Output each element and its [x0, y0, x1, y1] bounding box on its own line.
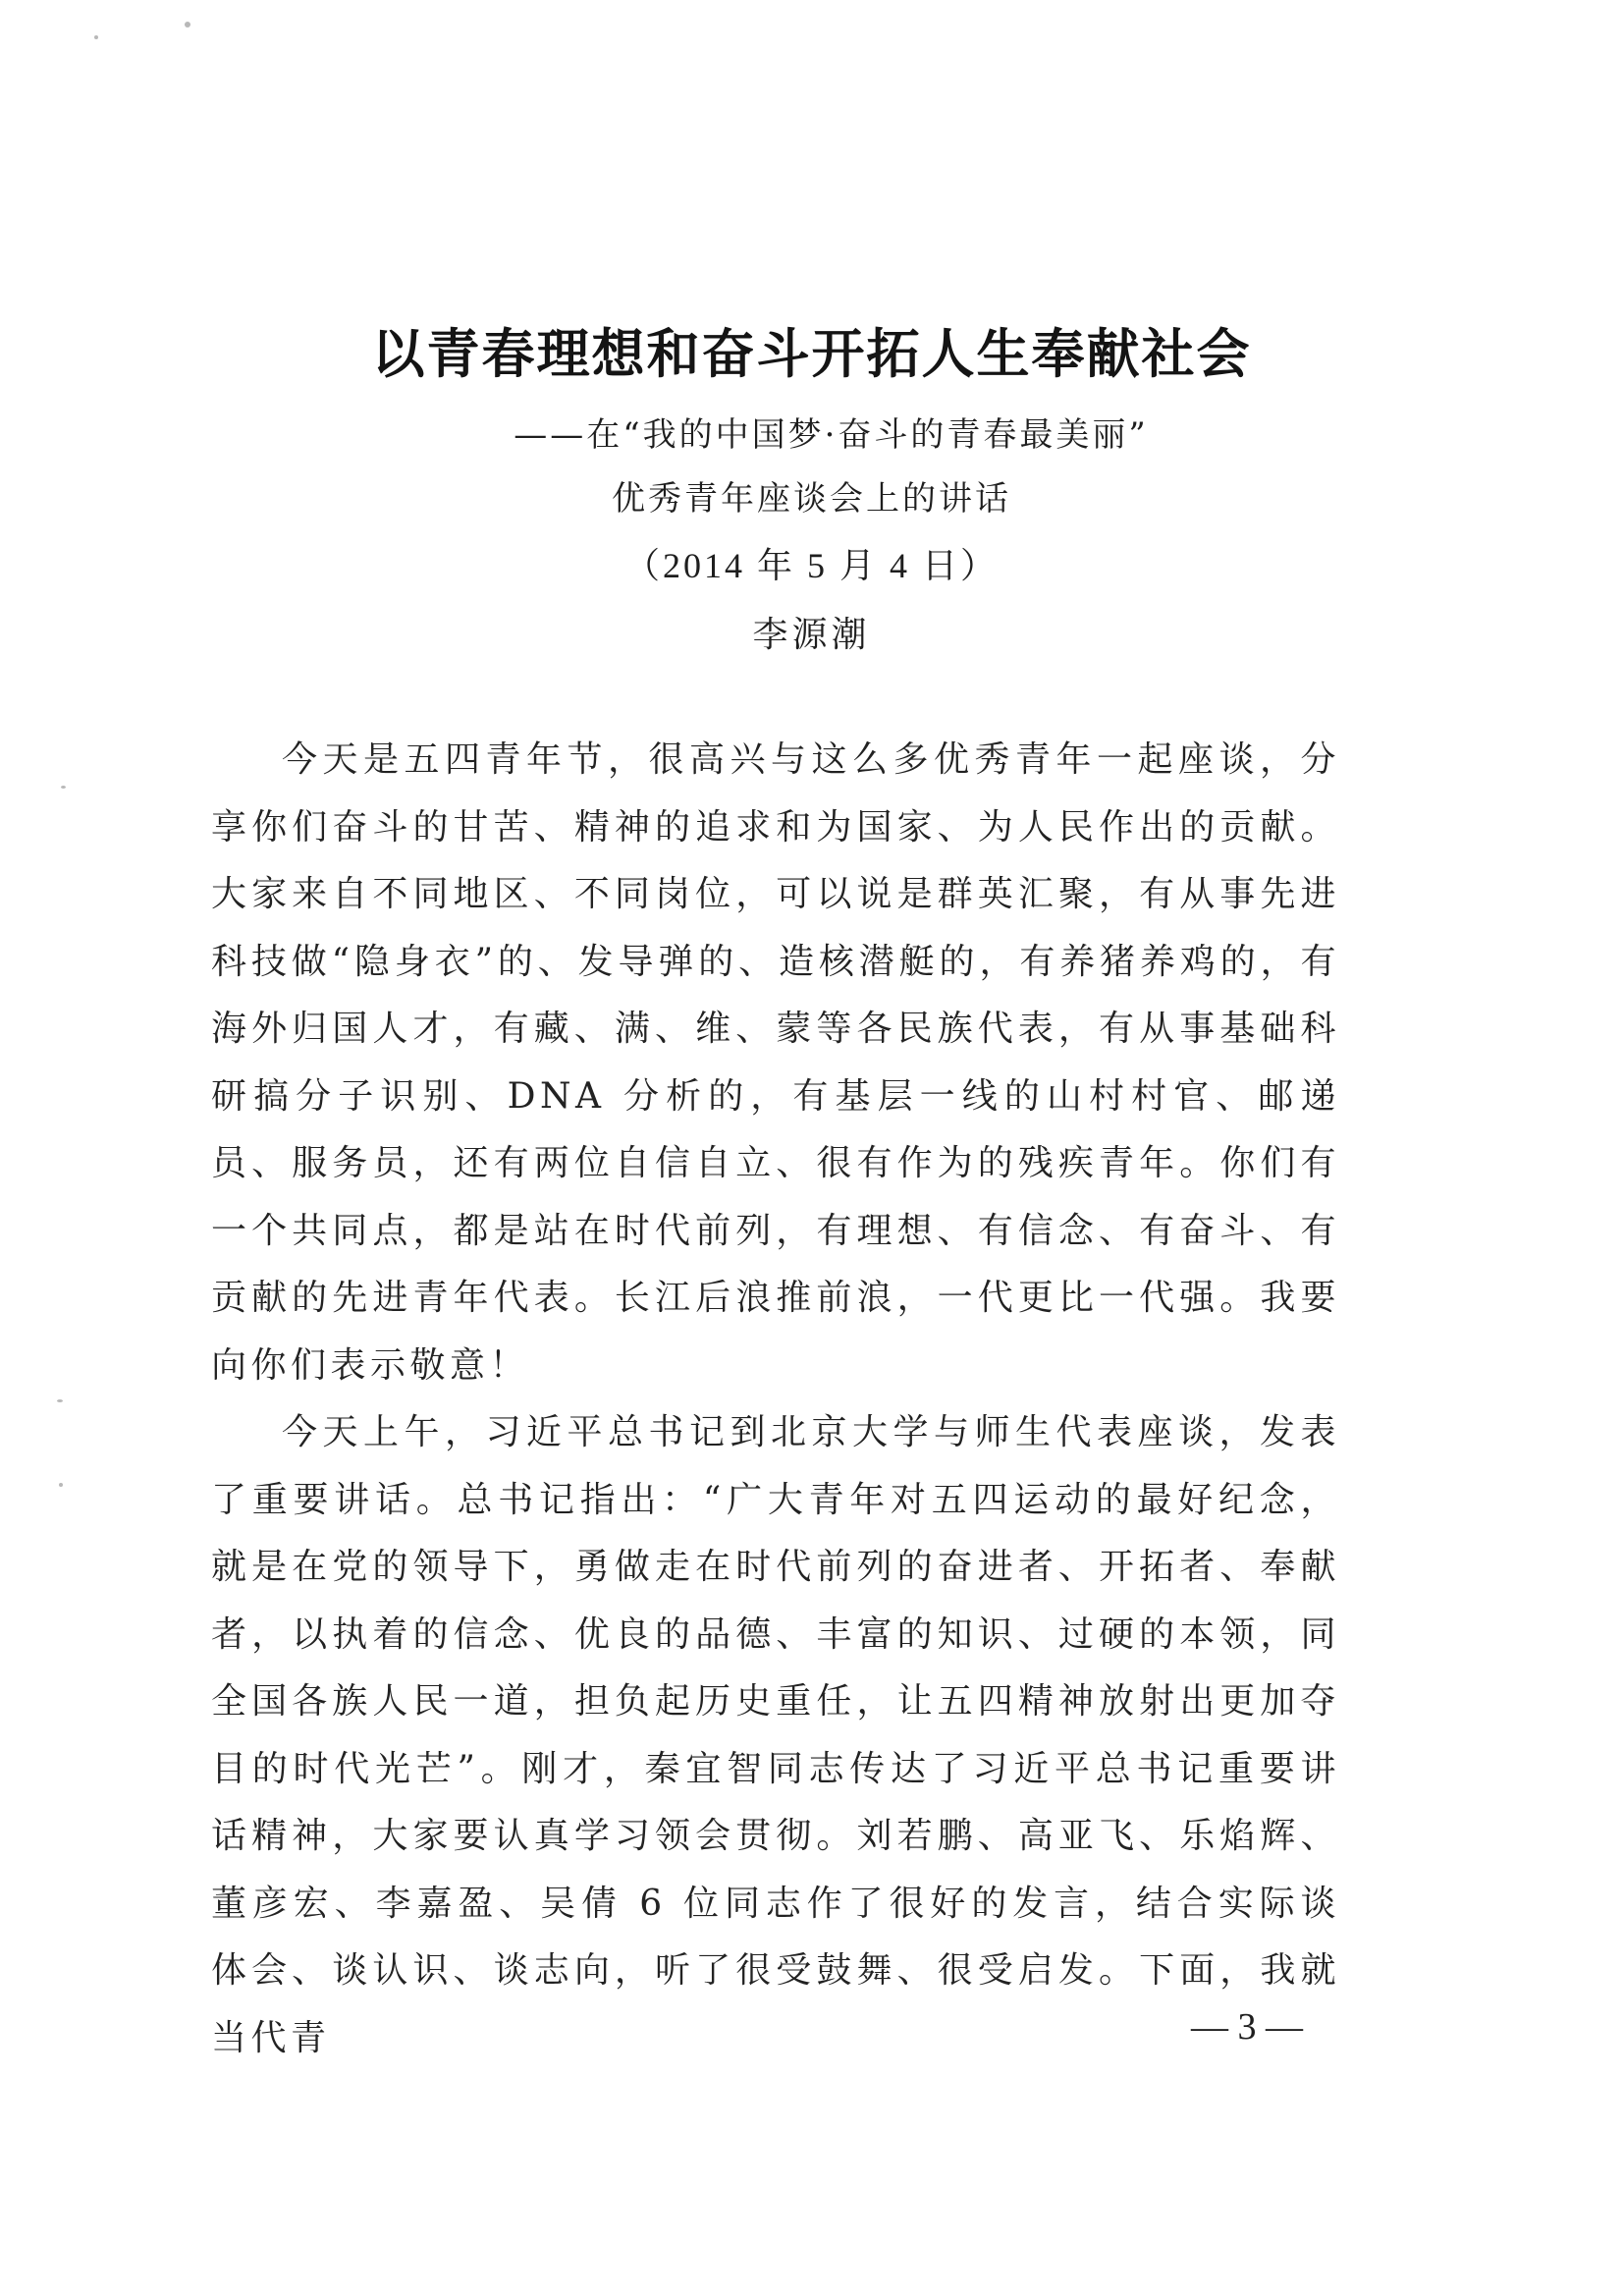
document-body — [211, 727, 1340, 2072]
scan-speck — [57, 1399, 63, 1402]
paragraph: 今天是五四青年节，很高兴与这么多优秀青年一起座谈，分享你们奋斗的甘苦、精神的追求和为国家、为人民作出的贡献。大家来自不同地区、不同岗位，可以说是群英汇聚，有从事先进科技做“隐身衣”的、发导弹的、造核潜艇的，有养猪养鸡的，有海外归国人才，有藏、满、维、蒙等各民族代表，有从事基础科研搞分子识别、DNA 分析的，有基层一线的山村村官、邮递员、服务员，还有两位自信自立、很有作为的残疾青年。你们有一个共同点，都是站在时代前列，有理想、有信念、有奋斗、有贡献的先进青年代表。长江后浪推前浪，一代更比一代强。我要向你们表示敬意！ — [211, 739, 1340, 1386]
document-subtitle-line1: ——在“我的中国梦·奋斗的青春最美丽” — [514, 415, 1149, 455]
scan-speck — [94, 35, 98, 39]
scan-speck — [61, 786, 66, 789]
document-date: （2014 年 5 月 4 日） — [623, 546, 999, 585]
paragraph: 今天上午，习近平总书记到北京大学与师生代表座谈，发表了重要讲话。总书记指出：“广大青年对五四运动的最好纪念，就是在党的领导下，勇做走在时代前列的奋进者、开拓者、奉献者，以执着的信念、优良的品德、丰富的知识、过硬的本领，同全国各族人民一道，担负起历史重任，让五四精神放射出更加夺目的时代光芒”。刚才，秦宜智同志传达了习近平总书记重要讲话精神，大家要认真学习领会贯彻。刘若鹏、高亚飞、乐焰辉、董彦宏、李嘉盈、吴倩 6 位同志作了很好的发言，结合实际谈体会、谈认识、谈志向，听了很受鼓舞、很受启发。下面，我就当代青 — [211, 1412, 1340, 2058]
page-number: — 3 — — [1191, 2006, 1303, 2048]
document-author: 李源潮 — [752, 615, 871, 655]
document-subtitle-line2: 优秀青年座谈会上的讲话 — [612, 479, 1011, 519]
scan-speck — [185, 22, 190, 27]
document-title: 以青春理想和奋斗开拓人生奉献社会 — [371, 322, 1252, 385]
scan-speck — [59, 1483, 63, 1487]
